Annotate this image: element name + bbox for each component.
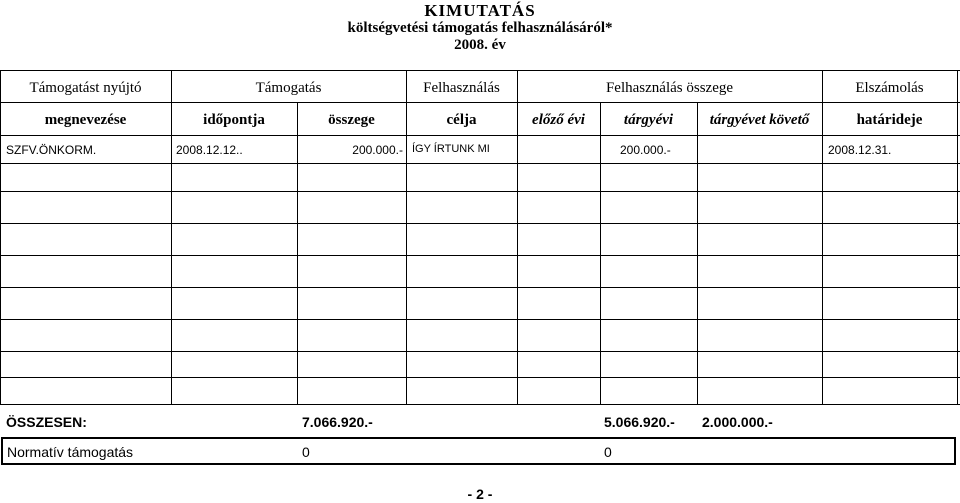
normative-current-year: 0 bbox=[604, 444, 612, 460]
header-amount: összege bbox=[328, 112, 375, 128]
header-date: időpontja bbox=[203, 112, 265, 128]
row-current-year: 200.000.- bbox=[620, 143, 671, 157]
header-provider: Támogatást nyújtó bbox=[29, 80, 142, 96]
header-usage: Felhasználás bbox=[423, 80, 500, 96]
page-number: - 2 - bbox=[467, 486, 493, 502]
totals-amount: 7.066.920.- bbox=[302, 414, 373, 430]
normative-label: Normatív támogatás bbox=[7, 444, 134, 460]
totals-current-year: 5.066.920.- bbox=[604, 414, 675, 430]
totals-label: ÖSSZESEN: bbox=[6, 414, 87, 430]
row-purpose: ÍGY ÍRTUNK MI bbox=[412, 143, 490, 155]
header-purpose: célja bbox=[446, 112, 477, 128]
header-prev-year: előző évi bbox=[532, 112, 585, 128]
header-deadline: határideje bbox=[856, 112, 923, 128]
row-deadline: 2008.12.31. bbox=[828, 143, 892, 157]
row-amount: 200.000.- bbox=[352, 143, 403, 157]
header-next-year: tárgyévet követő bbox=[709, 112, 810, 128]
row-date: 2008.12.12.. bbox=[176, 143, 243, 157]
header-usage-total: Felhasználás összege bbox=[605, 80, 734, 96]
header-current-year: tárgyévi bbox=[623, 112, 674, 128]
totals-next-year: 2.000.000.- bbox=[702, 414, 773, 430]
title-line-3: 2008. év bbox=[454, 37, 506, 53]
title-line-1: KIMUTATÁS bbox=[424, 1, 536, 20]
row-provider: SZFV.ÖNKORM. bbox=[6, 143, 97, 157]
normative-amount: 0 bbox=[302, 444, 310, 460]
header-settlement: Elszámolás bbox=[855, 80, 924, 96]
title-line-2: költségvetési támogatás felhasználásáról* bbox=[347, 20, 613, 36]
header-support: Támogatás bbox=[255, 80, 322, 96]
normative-row bbox=[1, 437, 956, 465]
header-name: megnevezése bbox=[44, 112, 127, 128]
